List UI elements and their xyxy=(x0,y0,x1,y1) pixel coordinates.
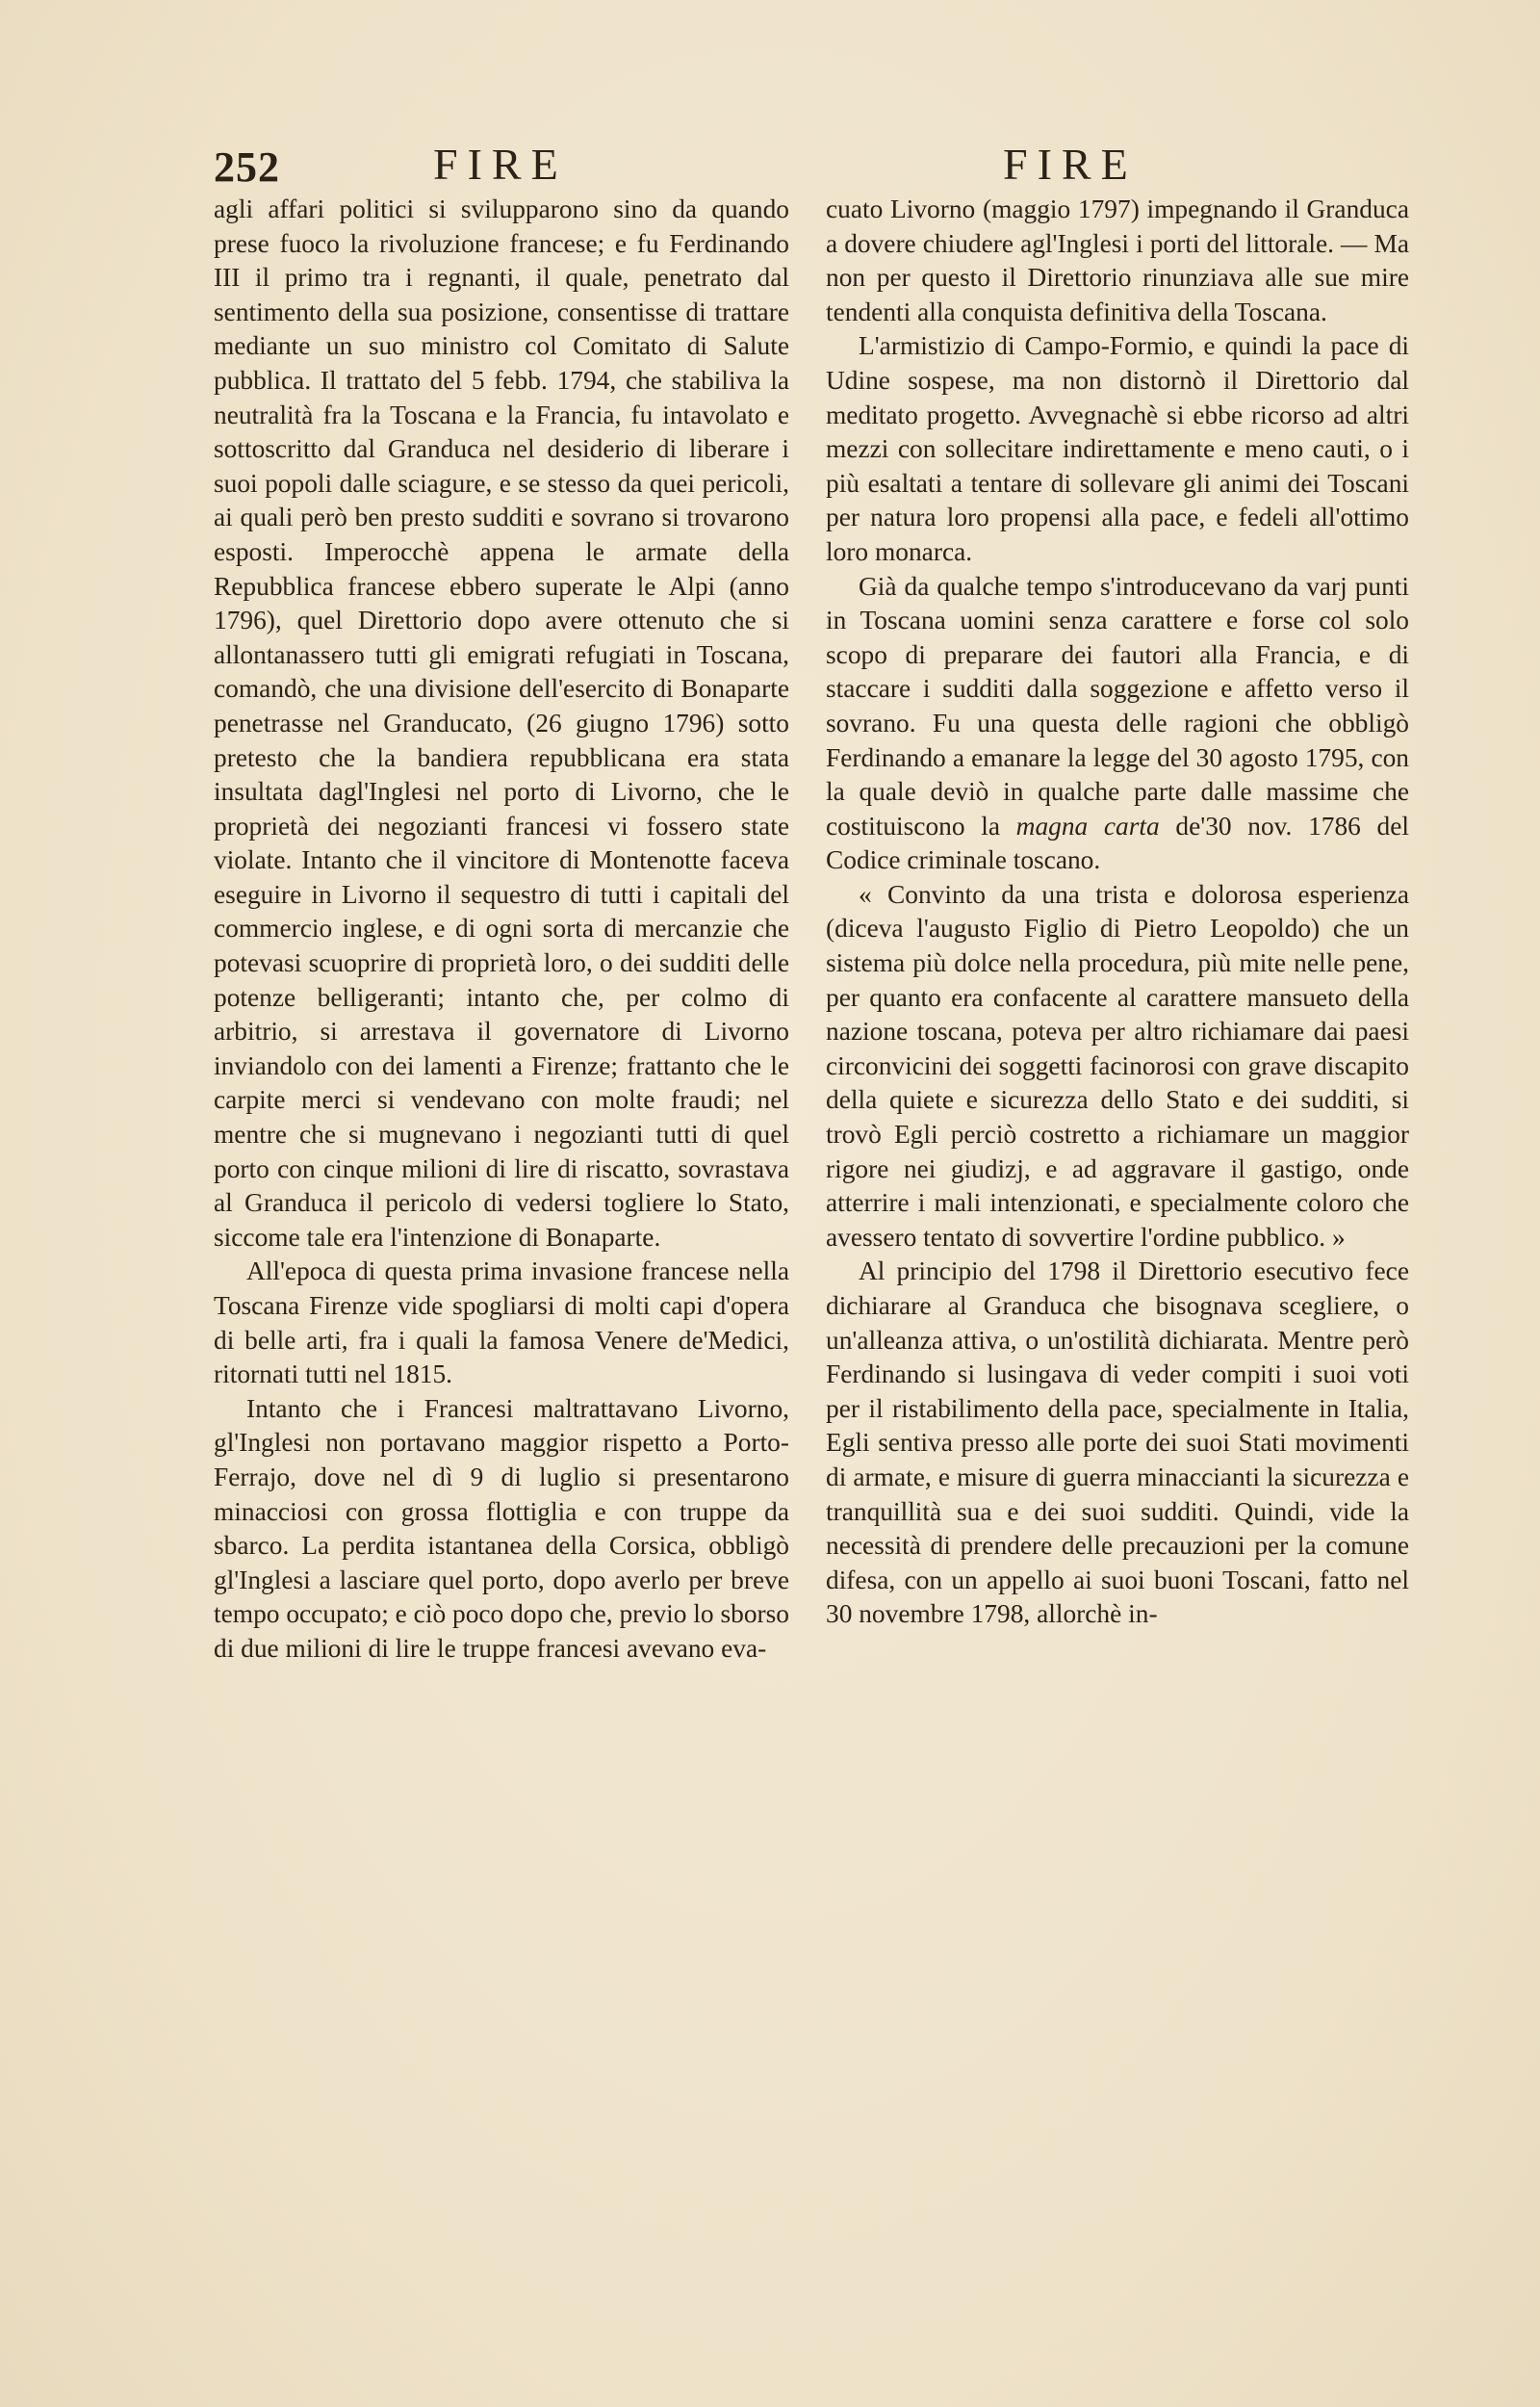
paragraph-text: Già da qualche tempo s'introducevano da varj punti in Toscana uomini senza carattere e forse col solo scopo di preparare dei fautori alla Francia, e di staccare i sudditi dalla soggezione e affetto verso il sovrano. Fu una questa delle ragioni che obbligò Ferdinando a emanare la legge del 30 agosto 1795, con la quale deviò in qualche parte dalle massime che costituiscono la xyxy=(826,571,1409,841)
paragraph: L'armistizio di Campo-Formio, e quindi la pace di Udine sospese, ma non distornò il Direttorio dal meditato progetto. Avvegnachè si ebbe ricorso ad altri mezzi con sollecitare indirettamente e meno cauti, o i più esaltati a tentare di sollevare gli animi dei Toscani per natura loro propensi alla pace, e fedeli all'ottimo loro monarca. xyxy=(826,331,1409,566)
paragraph: Intanto che i Francesi maltrattavano Livorno, gl'Inglesi non portavano maggior rispetto a Porto-Ferrajo, dove nel dì 9 di luglio si presentarono minacciosi con grossa flottiglia e con truppe da sbarco. La perdita istantanea della Corsica, obbligò gl'Inglesi a lasciare quel porto, dopo averlo per breve tempo occupato; e ciò poco dopo che, previo lo sborso di due milioni di lire le truppe francesi avevano eva- xyxy=(214,1393,789,1663)
quotation-paragraph: « Convinto da una trista e dolorosa esperienza (diceva l'augusto Figlio di Pietro Leopoldo) che un sistema più dolce nella procedura, più mite nelle pene, per quanto era confacente al carattere mansueto della nazione toscana, poteva per altro richiamare dai paesi circonvicini dei soggetti facinorosi con grave discapito della quiete e sicurezza dello Stato e dei sudditi, si trovò Egli perciò costretto a richiamare un maggior rigore nei giudizj, e ad aggravare il gastigo, onde atterrire i mali intenzionati, e specialmente coloro che avessero tentato di sovvertire l'ordine pubblico. » xyxy=(826,879,1409,1252)
paragraph: agli affari politici si svilupparono sino da quando prese fuoco la rivoluzione francese; e fu Ferdinando III il primo tra i regnanti, il quale, penetrato dal sentimento della sua posizione, consentisse di trattare mediante un suo ministro col Comitato di Salute pubblica. Il trattato del 5 febb. 1794, che stabiliva la neutralità fra la Toscana e la Francia, fu intavolato e sottoscritto dal Granduca nel desiderio di liberare i suoi popoli dalle sciagure, e se stesso da quei pericoli, ai quali però ben presto sudditi e sovrano si trovarono esposti. Imperocchè appena le armate della Repubblica francese ebbero superate le Alpi (anno 1796), quel Direttorio dopo avere ottenuto che si allontanassero tutti gli emigrati refugiati in Toscana, comandò, che una divisione dell'esercito di Bonaparte penetrasse nel Granducato, (26 giugno 1796) sotto pretesto che la bandiera repubblicana era stata insultata dagl'Inglesi nel porto di Livorno, che le proprietà dei negozianti francesi vi fossero state violate. Intanto che il vincitore di Montenotte faceva eseguire in Livorno il sequestro di tutti i capitali del commercio inglese, e di ogni sorta di mercanzie che potevasi scuoprire di proprietà loro, o dei sudditi delle potenze belligeranti; intanto che, per colmo di arbitrio, si arrestava il governatore di Livorno inviandolo con dei lamenti a Firenze; frattanto che le carpite merci si vendevano con molte fraudi; nel mentre che si mugnevano i negozianti tutti di quel porto con cinque milioni di lire di riscatto, sovrastava al Granduca il pericolo di vedersi togliere lo Stato, siccome tale era l'intenzione di Bonaparte. xyxy=(214,194,789,1252)
paragraph: Al principio del 1798 il Direttorio esecutivo fece dichiarare al Granduca che bisognava scegliere, o un'alleanza attiva, o un'ostilità dichiarata. Mentre però Ferdinando si lusingava di veder compiti i suoi voti per il ristabilimento della pace, specialmente in Italia, Egli sentiva presso alle porte dei suoi Stati movimenti di armate, e misure di guerra minaccianti la sicurezza e tranquillità sua e dei suoi sudditi. Quindi, vide la necessità di prendere delle precauzioni per la comune difesa, con un appello ai suoi buoni Toscani, fatto nel 30 novembre 1798, allorchè in- xyxy=(826,1256,1409,1629)
paragraph-text: de'30 nov. 1786 del Codice criminale toscano. xyxy=(826,811,1409,875)
running-head xyxy=(0,135,1540,193)
right-column xyxy=(826,193,1409,1632)
running-title-left: FIRE xyxy=(433,140,568,189)
paragraph: cuato Livorno (maggio 1797) impegnando il Granduca a dovere chiudere agl'Inglesi i porti del littorale. — Ma non per questo il Direttorio rinunziava alle sue mire tendenti alla conquista definitiva della Toscana. xyxy=(826,194,1409,326)
italic-term: magna carta xyxy=(1015,811,1160,841)
paragraph xyxy=(826,570,1409,878)
page-number: 252 xyxy=(214,143,280,191)
left-column xyxy=(214,193,789,1667)
paragraph: All'epoca di questa prima invasione francese nella Toscana Firenze vide spogliarsi di molti capi d'opera di belle arti, fra i quali la famosa Venere de'Medici, ritornati tutti nel 1815. xyxy=(214,1256,789,1389)
running-title-right: FIRE xyxy=(1003,140,1138,189)
